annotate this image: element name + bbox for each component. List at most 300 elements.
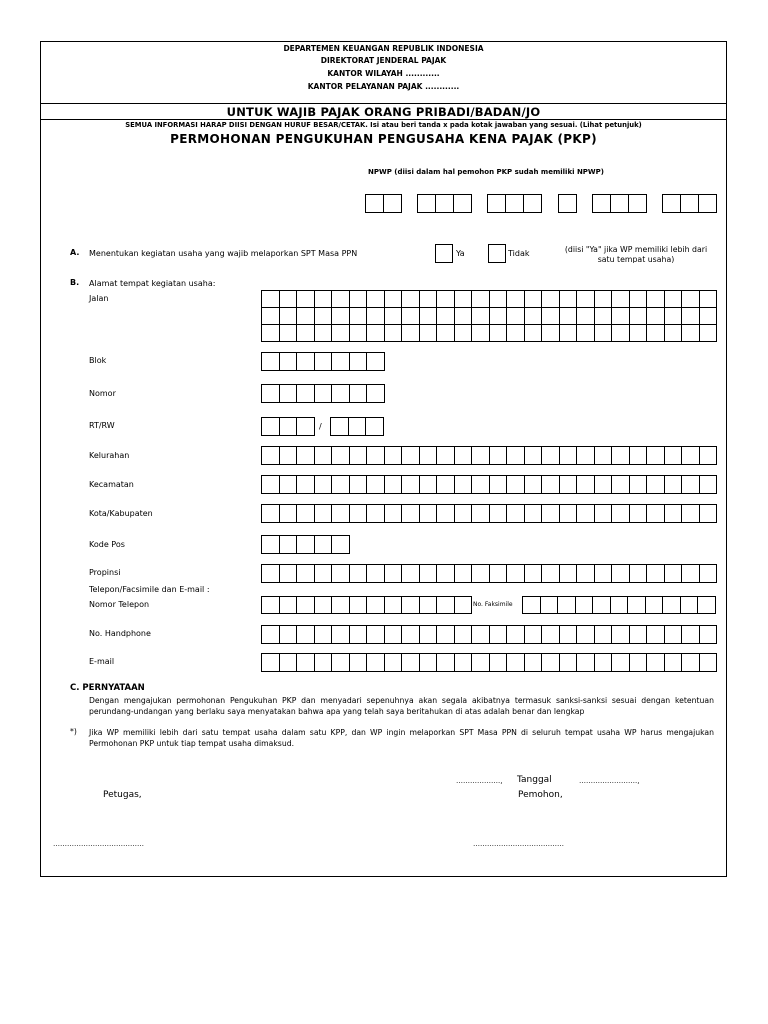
handphone-input-cell[interactable] [682, 626, 700, 644]
jalan-input-cell[interactable] [630, 291, 648, 308]
kota-input-cell[interactable] [332, 505, 350, 523]
jalan-input-cell[interactable] [455, 325, 473, 342]
faksimile-input-cell[interactable] [681, 597, 699, 614]
kelurahan-input-cell[interactable] [455, 447, 473, 465]
jalan-input-cell[interactable] [280, 308, 298, 325]
jalan-input-cell[interactable] [700, 308, 718, 325]
email-input-cell[interactable] [280, 654, 298, 672]
jalan-input-cell[interactable] [262, 325, 280, 342]
email-input-cell[interactable] [332, 654, 350, 672]
jalan-input-cell[interactable] [542, 291, 560, 308]
npwp-segment-3-cell[interactable] [524, 195, 542, 213]
npwp-segment-2[interactable] [417, 194, 472, 213]
faksimile-input-cell[interactable] [611, 597, 629, 614]
handphone-input-cell[interactable] [665, 626, 683, 644]
kecamatan-input-cell[interactable] [332, 476, 350, 494]
jalan-input-cell[interactable] [507, 325, 525, 342]
blok-input-cell[interactable] [262, 353, 280, 371]
propinsi-input-cell[interactable] [595, 565, 613, 583]
kelurahan-input-cell[interactable] [367, 447, 385, 465]
email-input-cell[interactable] [507, 654, 525, 672]
jalan-input-cell[interactable] [280, 325, 298, 342]
kota-input[interactable] [261, 504, 717, 523]
nomor-input-cell[interactable] [262, 385, 280, 403]
jalan-input-cell[interactable] [490, 308, 508, 325]
kecamatan-input-cell[interactable] [595, 476, 613, 494]
jalan-input-cell[interactable] [402, 308, 420, 325]
email-input-cell[interactable] [665, 654, 683, 672]
kota-input-cell[interactable] [472, 505, 490, 523]
kelurahan-input-cell[interactable] [665, 447, 683, 465]
handphone-input-cell[interactable] [262, 626, 280, 644]
jalan-input-cell[interactable] [700, 325, 718, 342]
kecamatan-input-cell[interactable] [665, 476, 683, 494]
handphone-input-cell[interactable] [297, 626, 315, 644]
email-input-cell[interactable] [455, 654, 473, 672]
jalan-input-cell[interactable] [647, 308, 665, 325]
jalan-input-cell[interactable] [630, 325, 648, 342]
kodepos-input-cell[interactable] [262, 536, 280, 554]
kecamatan-input-cell[interactable] [385, 476, 403, 494]
kota-input-cell[interactable] [455, 505, 473, 523]
jalan-input-cell[interactable] [437, 291, 455, 308]
jalan-input-cell[interactable] [315, 308, 333, 325]
jalan-input-cell[interactable] [420, 308, 438, 325]
jalan-input-cell[interactable] [350, 291, 368, 308]
blok-input-cell[interactable] [332, 353, 350, 371]
faksimile-input-cell[interactable] [663, 597, 681, 614]
jalan-input-cell[interactable] [315, 291, 333, 308]
kecamatan-input-cell[interactable] [367, 476, 385, 494]
propinsi-input-cell[interactable] [332, 565, 350, 583]
jalan-input-cell[interactable] [525, 308, 543, 325]
kelurahan-input-cell[interactable] [612, 447, 630, 465]
jalan-input-cell[interactable] [542, 308, 560, 325]
jalan-input-cell[interactable] [402, 291, 420, 308]
email-input-cell[interactable] [525, 654, 543, 672]
faksimile-input-cell[interactable] [593, 597, 611, 614]
handphone-input[interactable] [261, 625, 717, 644]
kota-input-cell[interactable] [420, 505, 438, 523]
nomor-input-cell[interactable] [367, 385, 385, 403]
email-input-cell[interactable] [437, 654, 455, 672]
telepon-input-cell[interactable] [455, 597, 473, 614]
telepon-input-cell[interactable] [350, 597, 368, 614]
kota-input-cell[interactable] [560, 505, 578, 523]
jalan-input-cell[interactable] [700, 291, 718, 308]
npwp-segment-1[interactable] [365, 194, 402, 213]
email-input-cell[interactable] [577, 654, 595, 672]
telepon-input-cell[interactable] [402, 597, 420, 614]
faksimile-input[interactable] [522, 596, 716, 614]
kecamatan-input-cell[interactable] [280, 476, 298, 494]
kelurahan-input-cell[interactable] [385, 447, 403, 465]
kota-input-cell[interactable] [665, 505, 683, 523]
npwp-segment-2-cell[interactable] [418, 195, 436, 213]
propinsi-input-cell[interactable] [262, 565, 280, 583]
jalan-input-cell[interactable] [612, 291, 630, 308]
email-input-cell[interactable] [315, 654, 333, 672]
npwp-segment-3-cell[interactable] [488, 195, 506, 213]
kota-input-cell[interactable] [280, 505, 298, 523]
rt-input[interactable] [261, 417, 315, 436]
propinsi-input-cell[interactable] [472, 565, 490, 583]
jalan-input-cell[interactable] [612, 308, 630, 325]
npwp-segment-5[interactable] [592, 194, 647, 213]
kecamatan-input-cell[interactable] [315, 476, 333, 494]
propinsi-input-cell[interactable] [542, 565, 560, 583]
rt-input-cell[interactable] [262, 418, 280, 436]
kota-input-cell[interactable] [350, 505, 368, 523]
email-input-cell[interactable] [262, 654, 280, 672]
handphone-input-cell[interactable] [542, 626, 560, 644]
checkbox-tidak[interactable] [488, 244, 506, 263]
kelurahan-input-cell[interactable] [525, 447, 543, 465]
jalan-input-cell[interactable] [682, 325, 700, 342]
handphone-input-cell[interactable] [315, 626, 333, 644]
jalan-input-cell[interactable] [437, 325, 455, 342]
rt-input-cell[interactable] [297, 418, 315, 436]
telepon-input-cell[interactable] [367, 597, 385, 614]
faksimile-input-cell[interactable] [541, 597, 559, 614]
propinsi-input-cell[interactable] [577, 565, 595, 583]
jalan-input-cell[interactable] [560, 308, 578, 325]
jalan-input-cell[interactable] [595, 291, 613, 308]
telepon-input-cell[interactable] [315, 597, 333, 614]
propinsi-input-cell[interactable] [612, 565, 630, 583]
kota-input-cell[interactable] [700, 505, 718, 523]
npwp-segment-6-cell[interactable] [681, 195, 699, 213]
email-input-cell[interactable] [350, 654, 368, 672]
jalan-input-cell[interactable] [647, 291, 665, 308]
jalan-input-cell[interactable] [367, 325, 385, 342]
kecamatan-input-cell[interactable] [507, 476, 525, 494]
kelurahan-input-cell[interactable] [542, 447, 560, 465]
npwp-segment-3-cell[interactable] [506, 195, 524, 213]
npwp-segment-3[interactable] [487, 194, 542, 213]
kecamatan-input-cell[interactable] [700, 476, 718, 494]
faksimile-input-cell[interactable] [558, 597, 576, 614]
propinsi-input-cell[interactable] [700, 565, 718, 583]
kota-input-cell[interactable] [612, 505, 630, 523]
handphone-input-cell[interactable] [367, 626, 385, 644]
nomor-input[interactable] [261, 384, 385, 403]
jalan-input-cell[interactable] [472, 291, 490, 308]
propinsi-input-cell[interactable] [367, 565, 385, 583]
kecamatan-input-cell[interactable] [612, 476, 630, 494]
kelurahan-input-cell[interactable] [595, 447, 613, 465]
kota-input-cell[interactable] [647, 505, 665, 523]
blok-input-cell[interactable] [297, 353, 315, 371]
jalan-input-cell[interactable] [315, 325, 333, 342]
jalan-input-cell[interactable] [297, 325, 315, 342]
jalan-input-cell[interactable] [437, 308, 455, 325]
kelurahan-input-cell[interactable] [315, 447, 333, 465]
handphone-input-cell[interactable] [525, 626, 543, 644]
propinsi-input-cell[interactable] [455, 565, 473, 583]
handphone-input-cell[interactable] [437, 626, 455, 644]
jalan-input-cell[interactable] [665, 325, 683, 342]
npwp-segment-1-cell[interactable] [366, 195, 384, 213]
jalan-input-cell[interactable] [297, 308, 315, 325]
telepon-input-cell[interactable] [420, 597, 438, 614]
blok-input-cell[interactable] [367, 353, 385, 371]
jalan-input-cell[interactable] [420, 291, 438, 308]
kota-input-cell[interactable] [525, 505, 543, 523]
propinsi-input-cell[interactable] [385, 565, 403, 583]
telepon-input-cell[interactable] [262, 597, 280, 614]
handphone-input-cell[interactable] [472, 626, 490, 644]
npwp-segment-1-cell[interactable] [384, 195, 402, 213]
propinsi-input-cell[interactable] [420, 565, 438, 583]
jalan-input-cell[interactable] [577, 325, 595, 342]
email-input-cell[interactable] [647, 654, 665, 672]
jalan-input-cell[interactable] [612, 325, 630, 342]
nomor-input-cell[interactable] [315, 385, 333, 403]
email-input-cell[interactable] [542, 654, 560, 672]
email-input-cell[interactable] [297, 654, 315, 672]
handphone-input-cell[interactable] [350, 626, 368, 644]
jalan-input-cell[interactable] [297, 291, 315, 308]
jalan-input-cell[interactable] [332, 325, 350, 342]
kelurahan-input-cell[interactable] [472, 447, 490, 465]
propinsi-input-cell[interactable] [297, 565, 315, 583]
jalan-input-cell[interactable] [350, 325, 368, 342]
nomor-input-cell[interactable] [280, 385, 298, 403]
kelurahan-input-cell[interactable] [647, 447, 665, 465]
npwp-segment-2-cell[interactable] [454, 195, 472, 213]
email-input-cell[interactable] [682, 654, 700, 672]
jalan-input-cell[interactable] [525, 325, 543, 342]
kodepos-input-cell[interactable] [315, 536, 333, 554]
jalan-input-cell[interactable] [560, 325, 578, 342]
jalan-input-cell[interactable] [367, 291, 385, 308]
npwp-segment-4[interactable] [558, 194, 577, 213]
nomor-input-cell[interactable] [350, 385, 368, 403]
jalan-input-cell[interactable] [595, 308, 613, 325]
email-input[interactable] [261, 653, 717, 672]
kelurahan-input-cell[interactable] [507, 447, 525, 465]
kota-input-cell[interactable] [385, 505, 403, 523]
email-input-cell[interactable] [595, 654, 613, 672]
rw-input-cell[interactable] [366, 418, 384, 436]
kota-input-cell[interactable] [542, 505, 560, 523]
jalan-input-cell[interactable] [262, 308, 280, 325]
npwp-segment-6[interactable] [662, 194, 717, 213]
propinsi-input-cell[interactable] [647, 565, 665, 583]
npwp-segment-6-cell[interactable] [699, 195, 717, 213]
propinsi-input[interactable] [261, 564, 717, 583]
kecamatan-input-cell[interactable] [630, 476, 648, 494]
kelurahan-input-cell[interactable] [630, 447, 648, 465]
jalan-input-cell[interactable] [542, 325, 560, 342]
kota-input-cell[interactable] [402, 505, 420, 523]
blok-input-cell[interactable] [280, 353, 298, 371]
handphone-input-cell[interactable] [612, 626, 630, 644]
propinsi-input-cell[interactable] [560, 565, 578, 583]
kelurahan-input-cell[interactable] [420, 447, 438, 465]
jalan-input-cell[interactable] [280, 291, 298, 308]
npwp-segment-5-cell[interactable] [593, 195, 611, 213]
jalan-input-cell[interactable] [420, 325, 438, 342]
email-input-cell[interactable] [700, 654, 718, 672]
kecamatan-input-cell[interactable] [490, 476, 508, 494]
blok-input-cell[interactable] [350, 353, 368, 371]
handphone-input-cell[interactable] [560, 626, 578, 644]
email-input-cell[interactable] [630, 654, 648, 672]
propinsi-input-cell[interactable] [665, 565, 683, 583]
email-input-cell[interactable] [385, 654, 403, 672]
propinsi-input-cell[interactable] [630, 565, 648, 583]
telepon-input-cell[interactable] [297, 597, 315, 614]
kecamatan-input-cell[interactable] [437, 476, 455, 494]
jalan-input-cell[interactable] [665, 308, 683, 325]
faksimile-input-cell[interactable] [628, 597, 646, 614]
kelurahan-input-cell[interactable] [350, 447, 368, 465]
kecamatan-input-cell[interactable] [350, 476, 368, 494]
jalan-input-cell[interactable] [367, 308, 385, 325]
handphone-input-cell[interactable] [490, 626, 508, 644]
jalan-input-cell[interactable] [262, 291, 280, 308]
email-input-cell[interactable] [402, 654, 420, 672]
faksimile-input-cell[interactable] [523, 597, 541, 614]
jalan-input-cell[interactable] [560, 291, 578, 308]
jalan-input-cell[interactable] [385, 325, 403, 342]
telepon-input[interactable] [261, 596, 472, 614]
handphone-input-cell[interactable] [507, 626, 525, 644]
npwp-segment-4-cell[interactable] [559, 195, 577, 213]
handphone-input-cell[interactable] [402, 626, 420, 644]
kelurahan-input-cell[interactable] [577, 447, 595, 465]
jalan-input-cell[interactable] [525, 291, 543, 308]
propinsi-input-cell[interactable] [507, 565, 525, 583]
rw-input-cell[interactable] [331, 418, 349, 436]
kecamatan-input-cell[interactable] [262, 476, 280, 494]
email-input-cell[interactable] [420, 654, 438, 672]
handphone-input-cell[interactable] [595, 626, 613, 644]
telepon-input-cell[interactable] [437, 597, 455, 614]
jalan-input-cell[interactable] [490, 291, 508, 308]
kelurahan-input-cell[interactable] [280, 447, 298, 465]
kelurahan-input-cell[interactable] [332, 447, 350, 465]
propinsi-input-cell[interactable] [682, 565, 700, 583]
kelurahan-input-cell[interactable] [437, 447, 455, 465]
jalan-input-cell[interactable] [630, 308, 648, 325]
jalan-input-cell[interactable] [682, 308, 700, 325]
kecamatan-input-cell[interactable] [472, 476, 490, 494]
propinsi-input-cell[interactable] [280, 565, 298, 583]
jalan-input-cell[interactable] [332, 291, 350, 308]
handphone-input-cell[interactable] [630, 626, 648, 644]
handphone-input-cell[interactable] [385, 626, 403, 644]
telepon-input-cell[interactable] [280, 597, 298, 614]
jalan-input-cell[interactable] [385, 308, 403, 325]
blok-input[interactable] [261, 352, 385, 371]
kecamatan-input-cell[interactable] [577, 476, 595, 494]
blok-input-cell[interactable] [315, 353, 333, 371]
nomor-input-cell[interactable] [332, 385, 350, 403]
email-input-cell[interactable] [490, 654, 508, 672]
kota-input-cell[interactable] [367, 505, 385, 523]
jalan-input-cell[interactable] [577, 308, 595, 325]
nomor-input-cell[interactable] [297, 385, 315, 403]
handphone-input-cell[interactable] [647, 626, 665, 644]
rw-input-cell[interactable] [349, 418, 367, 436]
kota-input-cell[interactable] [437, 505, 455, 523]
kota-input-cell[interactable] [630, 505, 648, 523]
jalan-input[interactable] [261, 290, 717, 342]
jalan-input-cell[interactable] [455, 308, 473, 325]
telepon-input-cell[interactable] [332, 597, 350, 614]
kota-input-cell[interactable] [682, 505, 700, 523]
email-input-cell[interactable] [612, 654, 630, 672]
propinsi-input-cell[interactable] [315, 565, 333, 583]
jalan-input-cell[interactable] [595, 325, 613, 342]
checkbox-ya[interactable] [435, 244, 453, 263]
kecamatan-input-cell[interactable] [542, 476, 560, 494]
kecamatan-input-cell[interactable] [455, 476, 473, 494]
kecamatan-input[interactable] [261, 475, 717, 494]
kecamatan-input-cell[interactable] [647, 476, 665, 494]
kecamatan-input-cell[interactable] [297, 476, 315, 494]
npwp-segment-6-cell[interactable] [663, 195, 681, 213]
kelurahan-input-cell[interactable] [560, 447, 578, 465]
kelurahan-input-cell[interactable] [682, 447, 700, 465]
email-input-cell[interactable] [560, 654, 578, 672]
npwp-segment-5-cell[interactable] [611, 195, 629, 213]
kecamatan-input-cell[interactable] [420, 476, 438, 494]
jalan-input-cell[interactable] [490, 325, 508, 342]
handphone-input-cell[interactable] [455, 626, 473, 644]
handphone-input-cell[interactable] [420, 626, 438, 644]
faksimile-input-cell[interactable] [576, 597, 594, 614]
kelurahan-input[interactable] [261, 446, 717, 465]
jalan-input-cell[interactable] [472, 325, 490, 342]
kota-input-cell[interactable] [595, 505, 613, 523]
rw-input[interactable] [330, 417, 384, 436]
jalan-input-cell[interactable] [577, 291, 595, 308]
handphone-input-cell[interactable] [280, 626, 298, 644]
kodepos-input-cell[interactable] [332, 536, 350, 554]
kecamatan-input-cell[interactable] [525, 476, 543, 494]
handphone-input-cell[interactable] [577, 626, 595, 644]
kota-input-cell[interactable] [577, 505, 595, 523]
kota-input-cell[interactable] [490, 505, 508, 523]
jalan-input-cell[interactable] [682, 291, 700, 308]
jalan-input-cell[interactable] [507, 308, 525, 325]
kodepos-input[interactable] [261, 535, 350, 554]
kota-input-cell[interactable] [507, 505, 525, 523]
propinsi-input-cell[interactable] [402, 565, 420, 583]
jalan-input-cell[interactable] [665, 291, 683, 308]
kelurahan-input-cell[interactable] [700, 447, 718, 465]
kota-input-cell[interactable] [297, 505, 315, 523]
propinsi-input-cell[interactable] [350, 565, 368, 583]
npwp-segment-2-cell[interactable] [436, 195, 454, 213]
kecamatan-input-cell[interactable] [560, 476, 578, 494]
jalan-input-cell[interactable] [385, 291, 403, 308]
kecamatan-input-cell[interactable] [682, 476, 700, 494]
jalan-input-cell[interactable] [472, 308, 490, 325]
kecamatan-input-cell[interactable] [402, 476, 420, 494]
rt-input-cell[interactable] [280, 418, 298, 436]
kota-input-cell[interactable] [262, 505, 280, 523]
npwp-segment-5-cell[interactable] [629, 195, 647, 213]
email-input-cell[interactable] [367, 654, 385, 672]
jalan-input-cell[interactable] [332, 308, 350, 325]
jalan-input-cell[interactable] [455, 291, 473, 308]
handphone-input-cell[interactable] [332, 626, 350, 644]
